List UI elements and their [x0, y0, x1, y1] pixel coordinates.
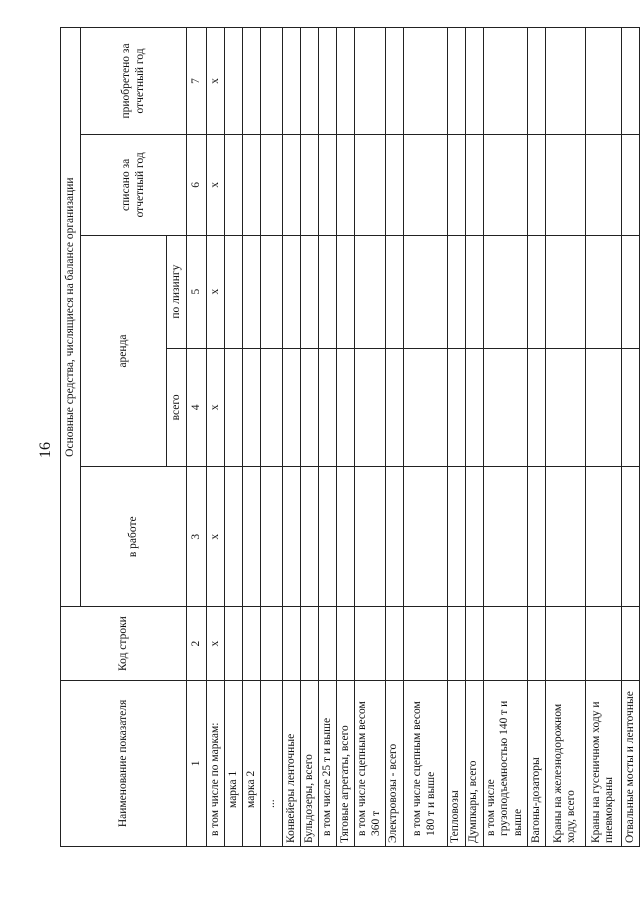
row-name: Тяговые агрегаты, всего	[337, 680, 355, 846]
table-cell[interactable]	[355, 348, 386, 467]
table-cell[interactable]	[283, 607, 301, 681]
column-number: 3	[187, 467, 207, 607]
table-row	[283, 28, 301, 847]
row-name: Отвальные мосты и ленточные	[621, 680, 639, 846]
table-cell[interactable]	[545, 607, 585, 681]
table-cell[interactable]: x	[207, 28, 225, 135]
table-cell[interactable]	[261, 348, 283, 467]
table-row	[621, 28, 639, 847]
table-row	[261, 28, 283, 847]
column-number: 1	[187, 680, 207, 846]
table-cell[interactable]	[621, 235, 639, 348]
fixed-assets-table	[60, 27, 640, 847]
table-row	[337, 28, 355, 847]
table-cell[interactable]	[585, 28, 621, 135]
table-cell[interactable]	[585, 607, 621, 681]
table-cell[interactable]	[447, 467, 465, 607]
table-row	[243, 28, 261, 847]
row-name: марка 1	[225, 680, 243, 846]
table-cell[interactable]: x	[207, 348, 225, 467]
table-cell[interactable]	[283, 348, 301, 467]
table-cell[interactable]	[301, 28, 319, 135]
table-row	[403, 28, 447, 847]
table-cell[interactable]	[465, 348, 483, 467]
row-name: в том числе 25 т и выше	[319, 680, 337, 846]
header-fixed-assets-group: Основные средства, числящиеся на балансе организации	[61, 28, 81, 607]
table-cell[interactable]	[527, 134, 545, 235]
table-row	[355, 28, 386, 847]
table-cell[interactable]	[403, 235, 447, 348]
table-cell[interactable]	[337, 28, 355, 135]
table-row	[447, 28, 465, 847]
header-indicator-name: Наименование показателя	[61, 680, 187, 846]
table-cell[interactable]	[283, 467, 301, 607]
table-cell[interactable]: x	[207, 134, 225, 235]
table-cell[interactable]	[585, 235, 621, 348]
table-cell[interactable]	[545, 235, 585, 348]
table-cell[interactable]	[385, 134, 403, 235]
table-cell[interactable]	[243, 235, 261, 348]
table-cell[interactable]	[385, 467, 403, 607]
row-name: Краны на железнодорожном ходу, всего	[545, 680, 585, 846]
table-cell[interactable]	[355, 28, 386, 135]
table-cell[interactable]	[483, 607, 527, 681]
table-cell[interactable]	[465, 607, 483, 681]
table-cell[interactable]	[403, 28, 447, 135]
row-name: Электровозы - всего	[385, 680, 403, 846]
table-row	[385, 28, 403, 847]
table-cell[interactable]	[261, 134, 283, 235]
header-in-work: в работе	[81, 467, 187, 607]
table-cell[interactable]	[403, 348, 447, 467]
table-cell[interactable]	[585, 134, 621, 235]
table-cell[interactable]	[243, 348, 261, 467]
table-cell[interactable]	[385, 607, 403, 681]
table-cell[interactable]	[385, 235, 403, 348]
table-cell[interactable]	[261, 607, 283, 681]
table-cell[interactable]	[283, 235, 301, 348]
table-cell[interactable]	[355, 607, 386, 681]
table-cell[interactable]	[403, 467, 447, 607]
row-name: в том числе сцепным весом 360 т	[355, 680, 386, 846]
table-cell[interactable]	[319, 28, 337, 135]
table-cell[interactable]	[621, 348, 639, 467]
table-cell[interactable]	[621, 607, 639, 681]
table-cell[interactable]	[337, 134, 355, 235]
table-row	[545, 28, 585, 847]
rotated-table-area	[60, 27, 636, 847]
table-cell[interactable]	[447, 134, 465, 235]
table-cell[interactable]	[261, 28, 283, 135]
table-cell[interactable]	[545, 134, 585, 235]
table-cell[interactable]	[447, 235, 465, 348]
table-cell[interactable]	[225, 134, 243, 235]
table-cell[interactable]	[621, 28, 639, 135]
header-lease-total: всего	[167, 348, 187, 467]
table-cell[interactable]	[283, 28, 301, 135]
row-name: в том числе сцепным весом 180 т и выше	[403, 680, 447, 846]
table-cell[interactable]	[337, 607, 355, 681]
table-cell[interactable]	[483, 235, 527, 348]
table-cell[interactable]	[301, 607, 319, 681]
table-cell[interactable]	[243, 134, 261, 235]
table-cell[interactable]	[621, 467, 639, 607]
table-cell[interactable]	[337, 348, 355, 467]
table-cell[interactable]	[483, 467, 527, 607]
table-cell[interactable]: x	[207, 607, 225, 681]
table-cell[interactable]	[261, 467, 283, 607]
row-name: Вагоны-дозаторы	[527, 680, 545, 846]
row-name: в том числе по маркам:	[207, 680, 225, 846]
table-row	[585, 28, 621, 847]
table-cell[interactable]	[385, 348, 403, 467]
table-cell[interactable]	[403, 134, 447, 235]
table-row	[527, 28, 545, 847]
table-cell[interactable]	[545, 348, 585, 467]
table-cell[interactable]	[483, 134, 527, 235]
table-row	[301, 28, 319, 847]
header-lease-leasing: по лизингу	[167, 235, 187, 348]
row-name: Думпкары, всего	[465, 680, 483, 846]
table-cell[interactable]	[585, 467, 621, 607]
table-cell[interactable]	[465, 235, 483, 348]
column-number: 6	[187, 134, 207, 235]
row-name: Краны на гусеничном ходу и пневмокраны	[585, 680, 621, 846]
table-cell[interactable]	[319, 607, 337, 681]
table-cell[interactable]	[527, 235, 545, 348]
table-cell[interactable]	[355, 134, 386, 235]
table-cell[interactable]	[225, 467, 243, 607]
column-number: 5	[187, 235, 207, 348]
table-cell[interactable]	[301, 467, 319, 607]
table-cell[interactable]	[447, 28, 465, 135]
table-cell[interactable]	[225, 348, 243, 467]
table-cell[interactable]	[319, 467, 337, 607]
column-number: 7	[187, 28, 207, 135]
column-number: 2	[187, 607, 207, 681]
table-cell[interactable]	[225, 235, 243, 348]
table-cell[interactable]	[261, 235, 283, 348]
header-row-code: Код строки	[61, 607, 187, 681]
table-cell[interactable]	[465, 134, 483, 235]
table-cell[interactable]	[447, 348, 465, 467]
table-cell[interactable]	[447, 607, 465, 681]
table-cell[interactable]	[301, 348, 319, 467]
column-number: 4	[187, 348, 207, 467]
table-cell[interactable]	[355, 467, 386, 607]
row-name: Тепловозы	[447, 680, 465, 846]
table-body	[207, 28, 640, 847]
table-cell[interactable]	[385, 28, 403, 135]
table-cell[interactable]	[301, 235, 319, 348]
table-cell[interactable]	[621, 134, 639, 235]
table-cell[interactable]	[403, 607, 447, 681]
table-row	[483, 28, 527, 847]
table-cell[interactable]	[585, 348, 621, 467]
table-cell[interactable]: x	[207, 467, 225, 607]
table-row	[225, 28, 243, 847]
table-cell[interactable]	[319, 348, 337, 467]
header-written-off: списано за отчетный год	[81, 134, 187, 235]
table-row	[465, 28, 483, 847]
table-cell[interactable]	[545, 28, 585, 135]
table-cell[interactable]	[337, 467, 355, 607]
header-lease: аренда	[81, 235, 167, 466]
table-cell[interactable]	[319, 235, 337, 348]
table-cell[interactable]	[527, 607, 545, 681]
table-cell[interactable]	[527, 467, 545, 607]
row-name: марка 2	[243, 680, 261, 846]
table-row	[319, 28, 337, 847]
row-name: Бульдозеры, всего	[301, 680, 319, 846]
page-number: 16	[37, 442, 54, 458]
table-cell[interactable]	[225, 28, 243, 135]
row-name: ...	[261, 680, 283, 846]
row-name: Конвейеры ленточные	[283, 680, 301, 846]
header-acquired: приобретено за отчетный год	[81, 28, 187, 135]
table-row	[207, 28, 225, 847]
table-cell[interactable]	[337, 235, 355, 348]
table-cell[interactable]	[355, 235, 386, 348]
table-cell[interactable]	[301, 134, 319, 235]
table-cell[interactable]	[465, 467, 483, 607]
column-number-row	[187, 28, 207, 847]
table-cell[interactable]: x	[207, 235, 225, 348]
table-cell[interactable]	[283, 134, 301, 235]
table-cell[interactable]	[483, 28, 527, 135]
table-cell[interactable]	[465, 28, 483, 135]
table-cell[interactable]	[243, 28, 261, 135]
table-cell[interactable]	[319, 134, 337, 235]
row-name: в том числе грузоподъемностью 140 т и выше	[483, 680, 527, 846]
table-cell[interactable]	[243, 607, 261, 681]
table-cell[interactable]	[527, 348, 545, 467]
table-cell[interactable]	[243, 467, 261, 607]
table-cell[interactable]	[483, 348, 527, 467]
table-cell[interactable]	[545, 467, 585, 607]
table-cell[interactable]	[527, 28, 545, 135]
table-cell[interactable]	[225, 607, 243, 681]
